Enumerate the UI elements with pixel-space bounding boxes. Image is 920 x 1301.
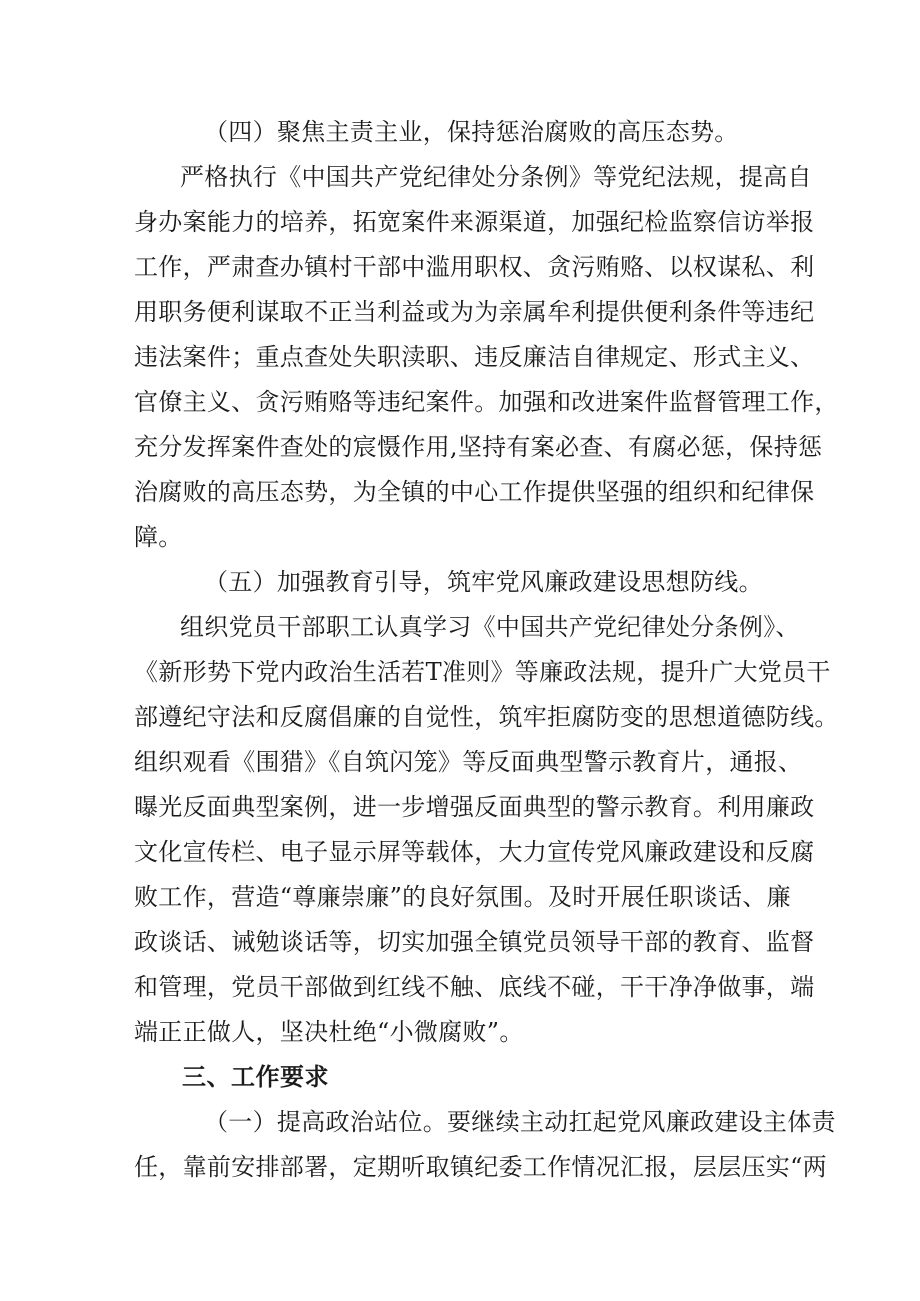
paragraph-line: 曝光反面典型案例，进一步增强反面典型的警示教育。利用廉政 — [134, 793, 815, 821]
section-heading-three: 三、工作要求 — [182, 1063, 329, 1091]
paragraph-line: 工作，严肃查办镇村干部中滥用职权、贪污贿赂、以权谋私、利 — [134, 253, 815, 281]
paragraph-line: 组织党员干部职工认真学习《中国共产党纪律处分条例》、 — [180, 613, 800, 641]
paragraph-line: 和管理，党员干部做到红线不触、底线不碰，干干净净做事，端 — [134, 973, 815, 1001]
paragraph-line: 组织观看《围猎》《自筑闪笼》等反面典型警示教育片，通报、 — [134, 748, 803, 776]
paragraph-line: 身办案能力的培养，拓宽案件来源渠道，加强纪检监察信访举报 — [134, 208, 815, 236]
subheading-five: （五）加强教育引导，筑牢党风廉政建设思想防线。 — [204, 568, 763, 596]
paragraph-line: 《新形势下党内政治生活若T准则》等廉政法规，提升广大党员干 — [134, 658, 831, 686]
paragraph-line: 政谈话、诫勉谈话等，切实加强全镇党员领导干部的教育、监督 — [134, 928, 815, 956]
paragraph-line: 治腐败的高压态势，为全镇的中心工作提供坚强的组织和纪律保 — [134, 478, 815, 506]
paragraph-line: 用职务便利谋取不正当利益或为为亲属牟利提供便利条件等违纪 — [134, 298, 815, 326]
paragraph-line: 部遵纪守法和反腐倡廉的自觉性，筑牢拒腐防变的思想道德防线。 — [134, 703, 839, 731]
paragraph-line: 障。 — [134, 523, 183, 551]
paragraph-line: 端正正做人，坚决杜绝“小微腐败”。 — [134, 1018, 524, 1046]
paragraph-line: 违法案件；重点查处失职渎职、违反廉洁自律规定、形式主义、 — [134, 343, 815, 371]
paragraph-line: 充分发挥案件查处的宸慑作用,坚持有案必查、有腐必惩，保持惩 — [134, 433, 823, 461]
paragraph-line: （一）提高政治站位。要继续主动扛起党风廉政建设主体责 — [204, 1108, 836, 1136]
subheading-four: （四）聚焦主责主业，保持惩治腐败的高压态势。 — [204, 118, 739, 146]
paragraph-line: 任，靠前安排部署，定期听取镇纪委工作情况汇报，层层压实“两 — [134, 1153, 827, 1181]
paragraph-line: 败工作，营造“尊廉崇廉”的良好氛围。及时开展任职谈话、廉 — [134, 883, 791, 911]
paragraph-line: 文化宣传栏、电子显示屏等载体，大力宣传党风廉政建设和反腐 — [134, 838, 815, 866]
paragraph-line: 严格执行《中国共产党纪律处分条例》等党纪法规，提高自 — [180, 163, 812, 191]
paragraph-line: 官僚主义、贪污贿赂等违纪案件。加强和改进案件监督管理工作， — [134, 388, 839, 416]
